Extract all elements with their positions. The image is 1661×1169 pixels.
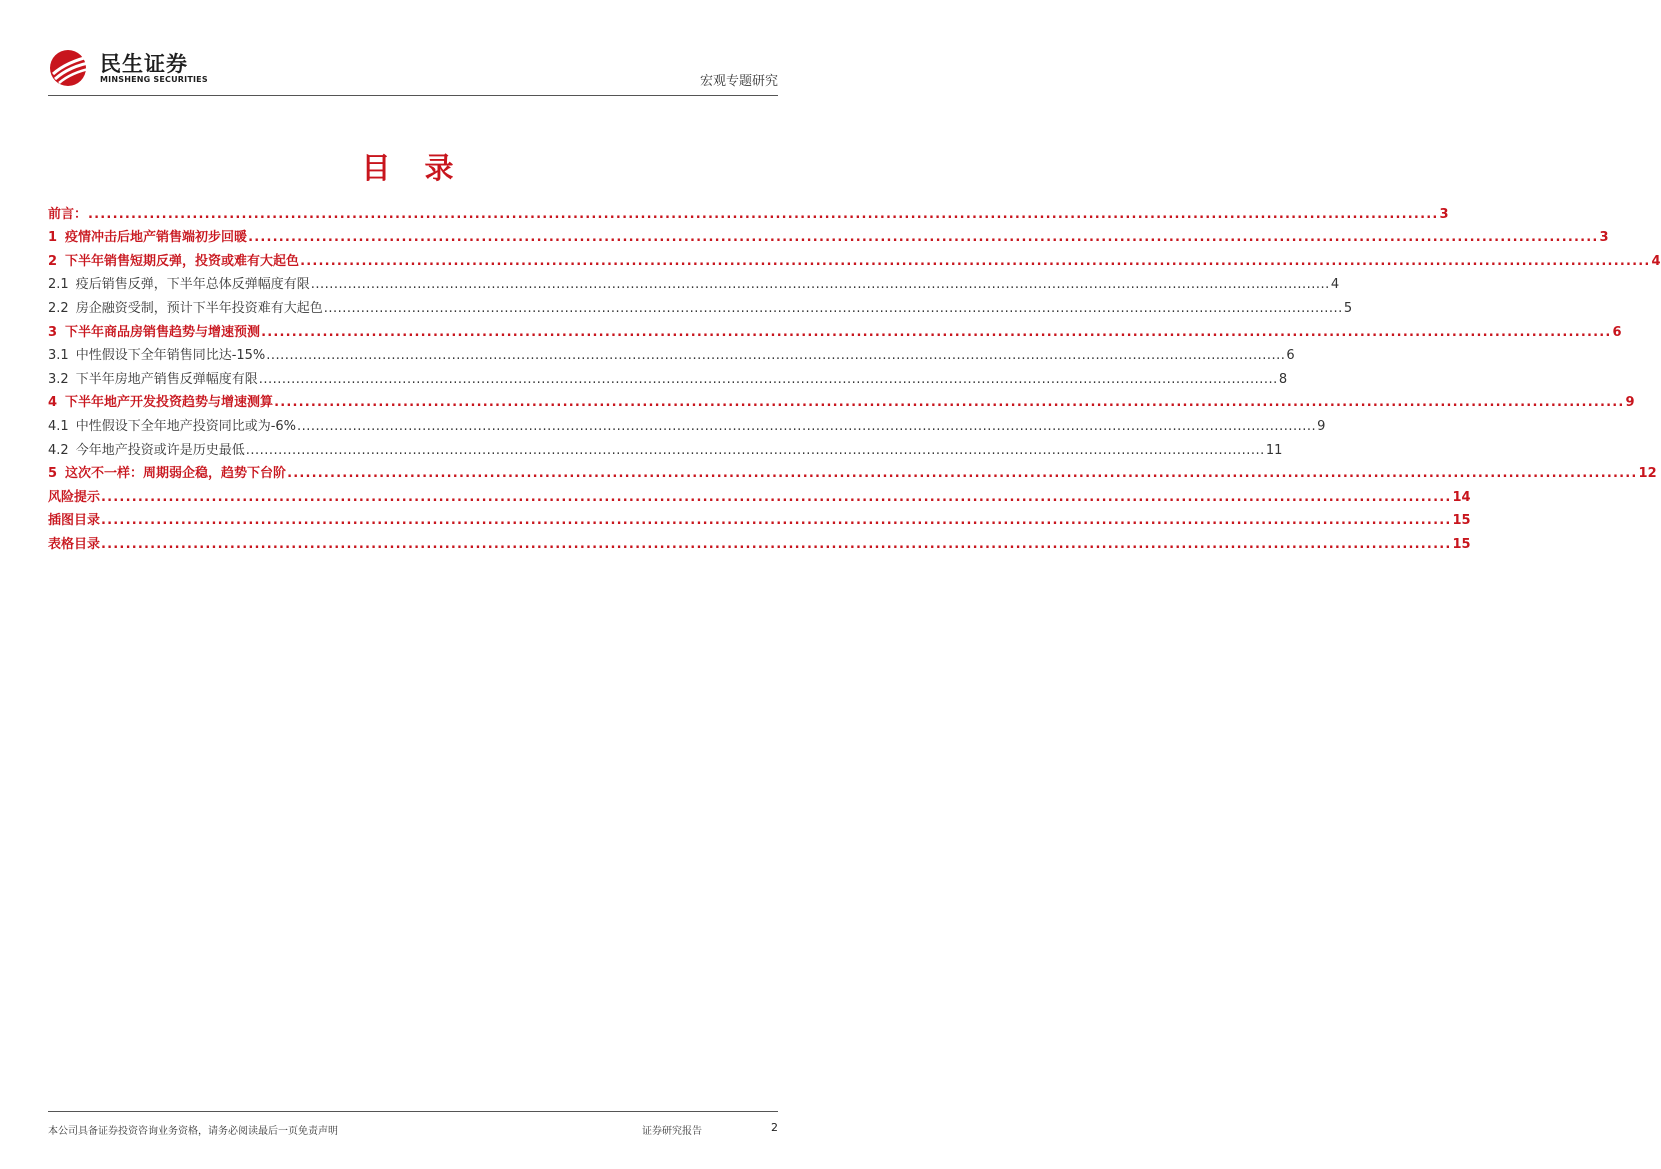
toc-entry[interactable]	[48, 245, 1661, 269]
toc-entry-text: 下半年房地产销售反弹幅度有限	[75, 371, 258, 387]
toc-entry[interactable]	[48, 434, 1283, 458]
minsheng-logo-icon	[48, 48, 94, 88]
toc-entry-text: 插图目录	[48, 513, 101, 529]
toc-entry-page: 8	[1278, 371, 1288, 387]
page-number: 2	[771, 1121, 778, 1134]
toc-entry[interactable]	[48, 363, 1288, 387]
toc-entry-number: 5	[48, 466, 58, 482]
toc-entry-number: 1	[48, 230, 58, 246]
toc-entry-text: 下半年地产开发投资趋势与增速测算	[65, 395, 274, 411]
toc-entry-page: 9	[1625, 395, 1635, 411]
toc-entry-text: 风险提示	[48, 489, 101, 505]
toc-entry-page: 12	[1638, 466, 1657, 482]
toc-title: 目 录	[361, 151, 466, 185]
toc-entry-page: 11	[1265, 442, 1283, 458]
toc-leader-dots: ............................................................................................................................................................................................................................	[287, 466, 1638, 482]
toc-entry[interactable]	[48, 410, 1326, 434]
toc-entry-number: 2.2	[48, 300, 69, 316]
toc-entry-number: 4.1	[48, 418, 69, 434]
toc-entry-page: 6	[1612, 324, 1622, 340]
toc-entry-text: 下半年商品房销售趋势与增速预测	[65, 324, 261, 340]
toc-leader-dots: ............................................................................................................................................................................................................................	[88, 206, 1439, 222]
toc-entry-number: 2	[48, 253, 58, 269]
toc-entry-page: 15	[1452, 536, 1471, 552]
footer-doc-type: 证券研究报告	[642, 1126, 702, 1137]
toc-entry-number: 4.2	[48, 442, 69, 458]
toc-entry-page: 3	[1439, 206, 1449, 222]
toc-entry-text: 房企融资受制，预计下半年投资难有大起色	[75, 300, 323, 316]
toc-entry[interactable]	[48, 269, 1340, 293]
toc-leader-dots: ............................................................................................................................................................................................................................	[101, 536, 1452, 552]
toc-entry[interactable]	[48, 458, 1657, 482]
toc-entry-page: 6	[1286, 348, 1295, 364]
toc-leader-dots: ............................................................................................................................................................................................................................	[323, 300, 1343, 316]
report-type: 宏观专题研究	[699, 74, 778, 89]
toc-entry-page: 15	[1452, 513, 1471, 529]
header-divider	[48, 95, 778, 96]
toc-entry-text: 今年地产投资或许是历史最低	[75, 442, 245, 458]
toc-leader-dots: ............................................................................................................................................................................................................................	[297, 418, 1317, 434]
toc-entry[interactable]	[48, 316, 1622, 340]
toc-leader-dots: ............................................................................................................................................................................................................................	[101, 513, 1452, 529]
toc-leader-dots: ............................................................................................................................................................................................................................	[248, 230, 1599, 246]
toc-entry-number: 3	[48, 324, 58, 340]
toc-entry-text: 疫情冲击后地产销售端初步回暖	[65, 230, 248, 246]
toc-entry-page: 4	[1651, 253, 1661, 269]
toc-entry[interactable]	[48, 222, 1609, 246]
toc-entry-text: 表格目录	[48, 536, 101, 552]
toc-entry[interactable]	[48, 505, 1471, 529]
toc-entry-number: 3.1	[48, 348, 69, 364]
toc-leader-dots: ............................................................................................................................................................................................................................	[266, 348, 1286, 364]
toc-entry[interactable]	[48, 340, 1295, 364]
toc-leader-dots: ............................................................................................................................................................................................................................	[300, 253, 1651, 269]
toc-entry[interactable]	[48, 528, 1471, 552]
toc-entry-page: 14	[1452, 489, 1471, 505]
toc-entry-text: 中性假设下全年地产投资同比或为-6%	[75, 418, 297, 434]
toc-entry-text: 疫后销售反弹，下半年总体反弹幅度有限	[75, 277, 310, 293]
toc-entry-text: 前言：	[48, 206, 88, 222]
toc-entry-page: 9	[1317, 418, 1326, 434]
toc-entry-text: 中性假设下全年销售同比达-15%	[75, 348, 266, 364]
footer-divider	[48, 1111, 778, 1112]
toc-entry-page: 5	[1343, 300, 1353, 316]
toc-entry-number: 2.1	[48, 277, 69, 293]
page-header	[48, 44, 778, 96]
toc-leader-dots: ............................................................................................................................................................................................................................	[101, 489, 1452, 505]
toc-entry[interactable]	[48, 387, 1635, 411]
toc-entry-page: 4	[1330, 277, 1340, 293]
toc-leader-dots: ............................................................................................................................................................................................................................	[274, 395, 1625, 411]
toc-entry-text: 这次不一样：周期弱企稳，趋势下台阶	[65, 466, 287, 482]
toc-leader-dots: ............................................................................................................................................................................................................................	[258, 371, 1278, 387]
toc-leader-dots: ............................................................................................................................................................................................................................	[310, 277, 1330, 293]
footer-disclaimer: 本公司具备证券投资咨询业务资格，请务必阅读最后一页免责声明	[48, 1126, 338, 1137]
table-of-contents	[48, 198, 1661, 552]
toc-entry-number: 4	[48, 395, 58, 411]
toc-leader-dots: ............................................................................................................................................................................................................................	[245, 442, 1265, 458]
brand-name-cn: 民生证券	[100, 52, 188, 76]
toc-entry-number: 3.2	[48, 371, 69, 387]
toc-entry-page: 3	[1599, 230, 1609, 246]
toc-entry-text: 下半年销售短期反弹，投资或难有大起色	[65, 253, 300, 269]
toc-leader-dots: ............................................................................................................................................................................................................................	[261, 324, 1612, 340]
toc-entry[interactable]	[48, 292, 1353, 316]
toc-entry[interactable]	[48, 198, 1449, 222]
toc-entry[interactable]	[48, 481, 1471, 505]
brand-name-en: MINSHENG SECURITIES	[100, 75, 208, 84]
